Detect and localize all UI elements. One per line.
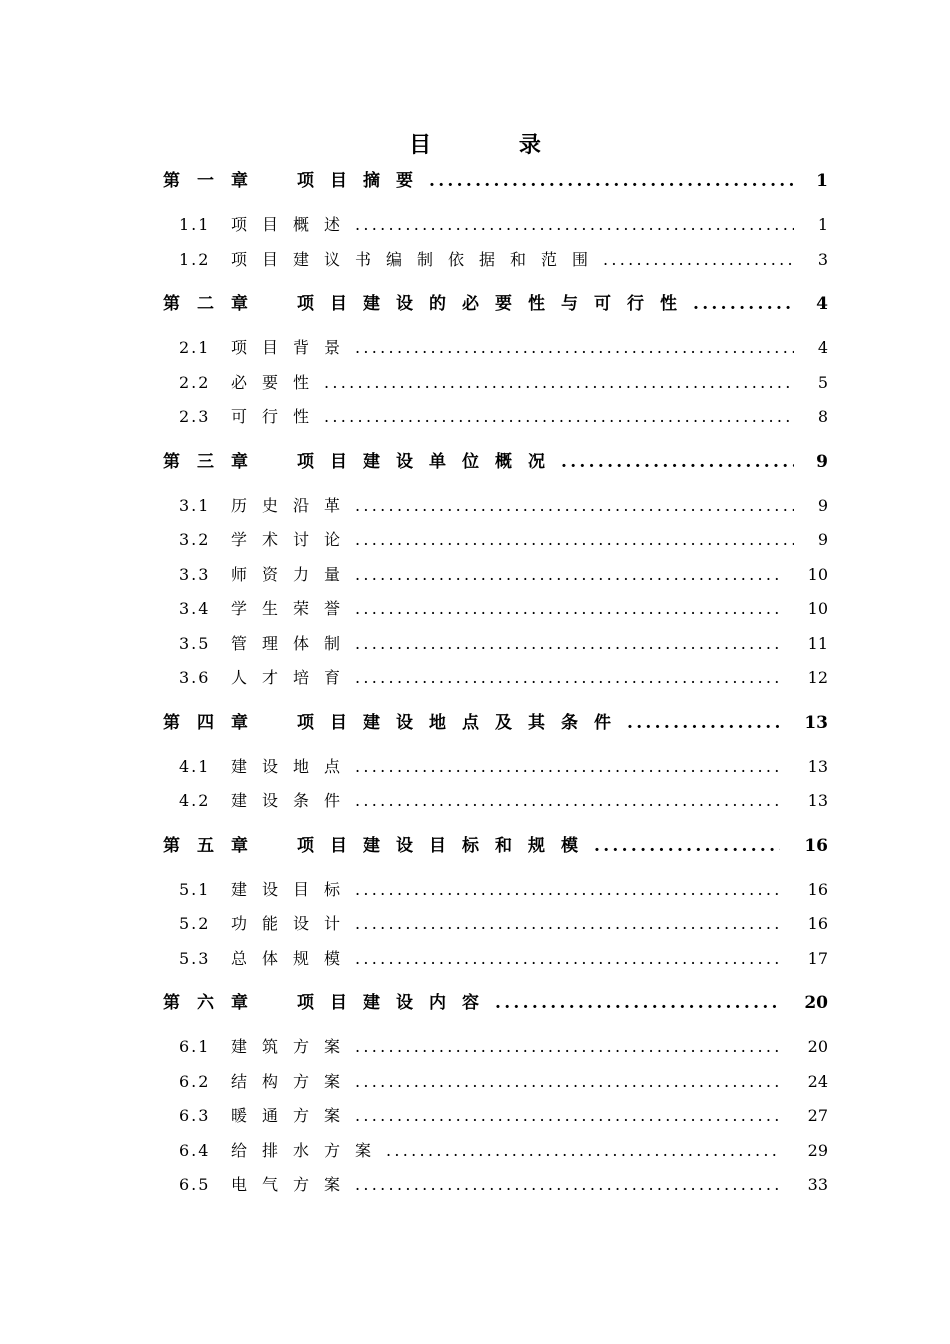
toc-section-5-1[interactable] bbox=[163, 873, 828, 908]
section-number: 4.2 bbox=[179, 791, 211, 810]
section-number: 3.5 bbox=[179, 633, 211, 653]
toc-section-2-2[interactable] bbox=[163, 366, 828, 401]
dot-leader bbox=[355, 1030, 780, 1065]
section-title: 人才培育 bbox=[231, 668, 356, 687]
dot-leader bbox=[355, 750, 780, 785]
page-number: 9 bbox=[817, 495, 828, 515]
dot-leader bbox=[627, 706, 780, 740]
dot-leader bbox=[429, 164, 794, 198]
dot-leader bbox=[386, 1134, 780, 1169]
section-number: 6.2 bbox=[179, 1071, 211, 1091]
page-number: 9 bbox=[817, 530, 828, 549]
section-number: 3.1 bbox=[179, 495, 211, 515]
page-number: 20 bbox=[807, 1037, 828, 1056]
toc-chapter-1[interactable] bbox=[163, 164, 828, 198]
toc-section-6-5[interactable] bbox=[163, 1168, 828, 1203]
toc-chapter-6[interactable] bbox=[163, 986, 828, 1020]
section-number: 5.2 bbox=[179, 914, 211, 933]
dot-leader bbox=[324, 366, 794, 401]
chapter-title: 项目建设的必要性与可行性 bbox=[297, 294, 693, 314]
section-number: 2.3 bbox=[179, 407, 211, 426]
toc-section-2-3[interactable] bbox=[163, 400, 828, 435]
toc-section-3-2[interactable] bbox=[163, 523, 828, 558]
section-title: 可行性 bbox=[231, 407, 325, 426]
section-title: 电气方案 bbox=[231, 1175, 356, 1194]
section-title: 暖通方案 bbox=[231, 1106, 356, 1125]
section-number: 5.3 bbox=[179, 948, 211, 968]
toc-section-4-1[interactable] bbox=[163, 750, 828, 785]
toc-section-3-4[interactable] bbox=[163, 592, 828, 627]
section-title: 师资力量 bbox=[231, 564, 356, 584]
toc-section-3-6[interactable] bbox=[163, 661, 828, 696]
dot-leader bbox=[603, 243, 794, 278]
chapter-number: 第三章 bbox=[163, 451, 265, 472]
toc-section-5-3[interactable] bbox=[163, 942, 828, 977]
toc-section-3-5[interactable] bbox=[163, 627, 828, 662]
chapter-number: 第四章 bbox=[163, 712, 265, 733]
toc-section-2-1[interactable] bbox=[163, 331, 828, 366]
toc-section-6-1[interactable] bbox=[163, 1030, 828, 1065]
dot-leader bbox=[355, 1065, 780, 1100]
dot-leader bbox=[355, 784, 780, 819]
page-number: 4 bbox=[816, 294, 828, 314]
chapter-title: 项目摘要 bbox=[297, 171, 429, 191]
section-title: 建设目标 bbox=[231, 879, 356, 899]
page-number: 17 bbox=[807, 948, 828, 968]
dot-leader bbox=[355, 942, 780, 977]
chapter-title: 项目建设目标和规模 bbox=[297, 835, 594, 856]
section-title: 建设条件 bbox=[231, 791, 356, 810]
chapter-number: 第二章 bbox=[163, 294, 265, 314]
section-number: 3.4 bbox=[179, 599, 211, 618]
page-number: 1 bbox=[816, 171, 828, 191]
toc-section-6-4[interactable] bbox=[163, 1134, 828, 1169]
section-number: 3.6 bbox=[179, 668, 211, 687]
dot-leader bbox=[355, 523, 794, 558]
chapter-title: 项目建设地点及其条件 bbox=[297, 712, 627, 733]
dot-leader bbox=[355, 592, 780, 627]
page-number: 16 bbox=[804, 835, 828, 856]
toc-section-6-3[interactable] bbox=[163, 1099, 828, 1134]
section-title: 结构方案 bbox=[231, 1071, 356, 1091]
chapter-number: 第五章 bbox=[163, 835, 265, 856]
toc-chapter-2[interactable] bbox=[163, 287, 828, 321]
page-number: 29 bbox=[807, 1140, 828, 1160]
section-number: 6.1 bbox=[179, 1037, 211, 1056]
page-number: 16 bbox=[807, 914, 828, 933]
section-title: 学生荣誉 bbox=[231, 599, 356, 618]
page-number: 13 bbox=[807, 791, 828, 810]
page-title: 目 录 bbox=[409, 132, 581, 158]
section-title: 历史沿革 bbox=[231, 495, 356, 515]
section-number: 3.3 bbox=[179, 564, 211, 584]
dot-leader bbox=[355, 661, 780, 696]
chapter-number: 第一章 bbox=[163, 171, 265, 191]
page-number: 13 bbox=[807, 756, 828, 776]
dot-leader bbox=[355, 1168, 780, 1203]
page-number: 10 bbox=[807, 564, 828, 584]
chapter-number: 第六章 bbox=[163, 993, 265, 1013]
section-title: 给排水方案 bbox=[231, 1140, 387, 1160]
toc-section-3-3[interactable] bbox=[163, 558, 828, 593]
page-number: 11 bbox=[807, 633, 828, 653]
section-number: 3.2 bbox=[179, 530, 211, 549]
page-number: 9 bbox=[816, 451, 828, 472]
page-number: 10 bbox=[807, 599, 828, 618]
dot-leader bbox=[693, 287, 794, 321]
section-number: 2.1 bbox=[179, 338, 211, 357]
page-number: 3 bbox=[817, 249, 828, 269]
table-of-contents bbox=[163, 164, 828, 1203]
toc-section-3-1[interactable] bbox=[163, 489, 828, 524]
page-number: 4 bbox=[817, 338, 828, 357]
section-title: 必要性 bbox=[231, 372, 325, 392]
page-number: 16 bbox=[807, 879, 828, 899]
dot-leader bbox=[355, 331, 794, 366]
dot-leader bbox=[355, 208, 794, 243]
dot-leader bbox=[495, 986, 780, 1020]
page-number: 1 bbox=[817, 215, 828, 234]
dot-leader bbox=[355, 558, 780, 593]
section-number: 6.5 bbox=[179, 1175, 211, 1194]
section-title: 项目建议书编制依据和范围 bbox=[231, 249, 604, 269]
dot-leader bbox=[355, 627, 780, 662]
page-number: 8 bbox=[817, 407, 828, 426]
dot-leader bbox=[561, 445, 794, 479]
page-number: 20 bbox=[804, 993, 828, 1013]
dot-leader bbox=[324, 400, 794, 435]
page-number: 27 bbox=[807, 1106, 828, 1125]
toc-chapter-3[interactable] bbox=[163, 445, 828, 479]
section-number: 5.1 bbox=[179, 879, 211, 899]
section-number: 6.3 bbox=[179, 1106, 211, 1125]
dot-leader bbox=[355, 489, 794, 524]
dot-leader bbox=[355, 1099, 780, 1134]
section-number: 4.1 bbox=[179, 756, 211, 776]
section-title: 学术讨论 bbox=[231, 530, 356, 549]
toc-chapter-4[interactable] bbox=[163, 706, 828, 740]
dot-leader bbox=[355, 907, 780, 942]
page-number: 24 bbox=[807, 1071, 828, 1091]
toc-section-1-2[interactable] bbox=[163, 243, 828, 278]
section-number: 2.2 bbox=[179, 372, 211, 392]
chapter-title: 项目建设内容 bbox=[297, 993, 495, 1013]
dot-leader bbox=[355, 873, 780, 908]
section-title: 建筑方案 bbox=[231, 1037, 356, 1056]
section-title: 功能设计 bbox=[231, 914, 356, 933]
section-number: 1.1 bbox=[179, 215, 211, 234]
page-number: 13 bbox=[804, 712, 828, 733]
page-number: 5 bbox=[817, 372, 828, 392]
section-title: 项目背景 bbox=[231, 338, 356, 357]
page-number: 12 bbox=[807, 668, 828, 687]
toc-section-4-2[interactable] bbox=[163, 784, 828, 819]
section-title: 管理体制 bbox=[231, 633, 356, 653]
section-number: 1.2 bbox=[179, 249, 211, 269]
toc-section-5-2[interactable] bbox=[163, 907, 828, 942]
chapter-title: 项目建设单位概况 bbox=[297, 451, 561, 472]
toc-section-6-2[interactable] bbox=[163, 1065, 828, 1100]
section-number: 6.4 bbox=[179, 1140, 211, 1160]
page-number: 33 bbox=[807, 1175, 828, 1194]
dot-leader bbox=[594, 829, 780, 863]
section-title: 总体规模 bbox=[231, 948, 356, 968]
section-title: 项目概述 bbox=[231, 215, 356, 234]
toc-chapter-5[interactable] bbox=[163, 829, 828, 863]
section-title: 建设地点 bbox=[231, 756, 356, 776]
toc-section-1-1[interactable] bbox=[163, 208, 828, 243]
